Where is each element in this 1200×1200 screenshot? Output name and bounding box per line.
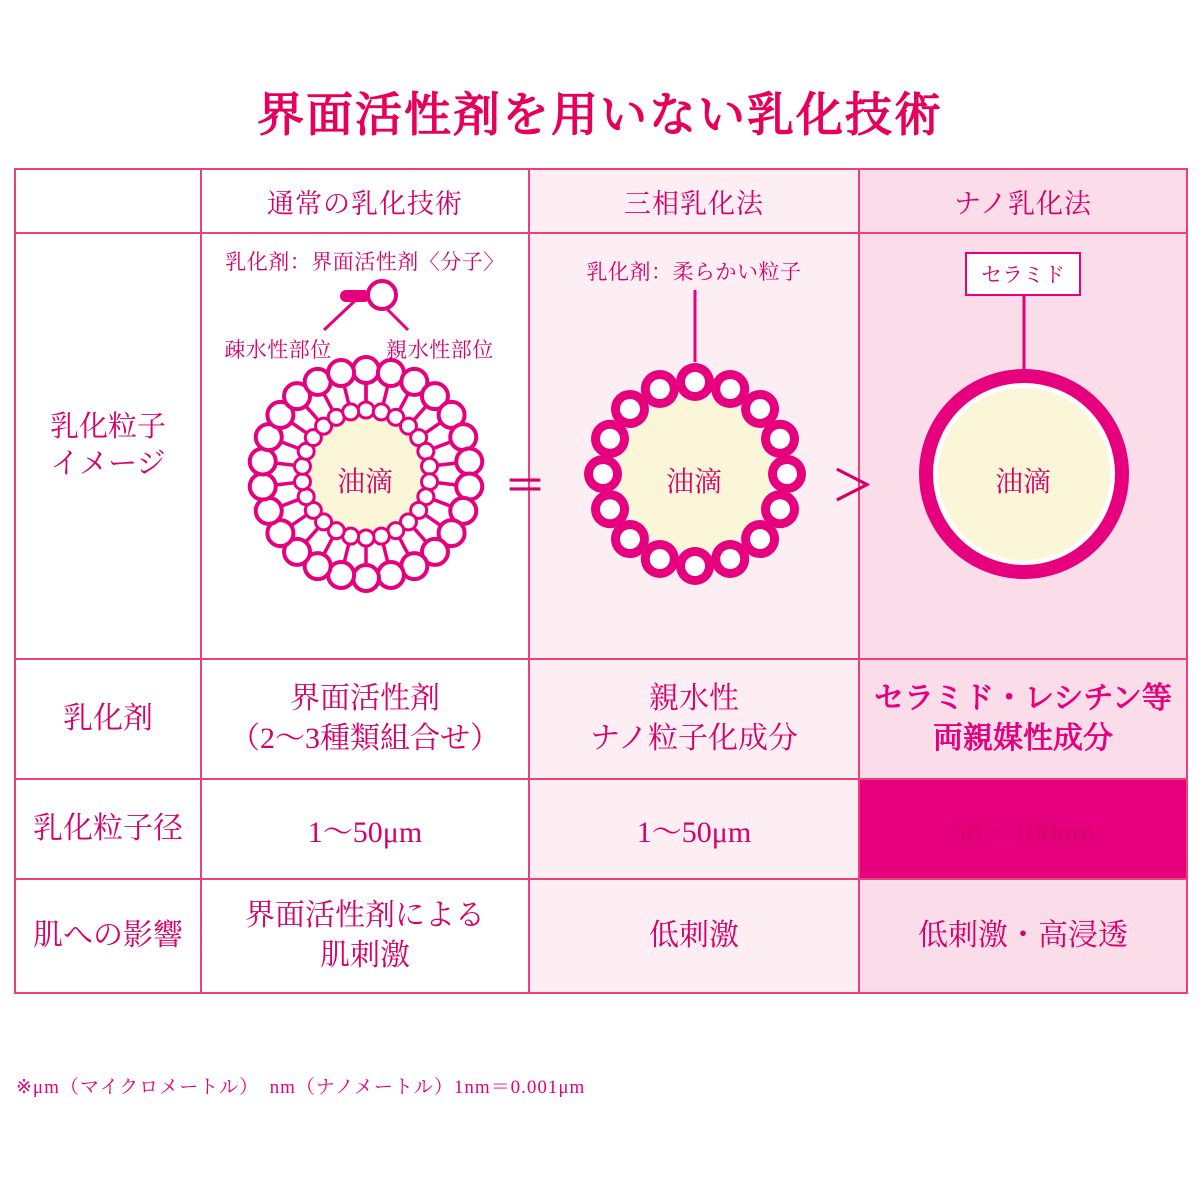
cell-emulsifier-nano — [859, 659, 1187, 779]
caption-conventional-emulsifier: 乳化剤：界面活性剤〈分子〉 — [225, 250, 505, 274]
cell-nano-diagram — [859, 233, 1187, 659]
cell-size-conventional: 1〜50μm — [201, 779, 529, 879]
oil-core-label-threephase: 油滴 — [665, 467, 722, 498]
emulsifier-threephase-line2: ナノ粒子化成分 — [590, 722, 798, 755]
cell-conventional-diagram — [201, 233, 546, 659]
emulsifier-nano-line2: 両親媒性成分 — [933, 722, 1113, 755]
skin-conventional-line1: 界面活性剤による — [245, 898, 485, 932]
header-conventional: 通常の乳化技術 — [201, 169, 529, 233]
header-blank — [15, 169, 201, 233]
table-row-particle-image — [15, 233, 1187, 659]
table-header-row — [15, 169, 1187, 233]
footnote: ※μm（マイクロメートル） nm（ナノメートル）1nm＝0.001μm — [16, 1077, 586, 1098]
emulsifier-threephase-line1: 親水性 — [649, 681, 739, 715]
caption-threephase-emulsifier: 乳化剤：柔らかい粒子 — [586, 260, 802, 284]
oil-core-label-conventional: 油滴 — [336, 467, 393, 498]
row-label-line1: 乳化粒子 — [49, 410, 166, 443]
table-row-skin-effect — [15, 879, 1187, 993]
cell-skin-nano: 低刺激・高浸透 — [859, 879, 1187, 993]
comparison-table — [14, 168, 1188, 994]
label-hydrophilic: 親水性部位 — [386, 338, 494, 362]
emulsifier-conventional-line2: （2〜3種類組合せ） — [230, 722, 500, 755]
greater-than-sign: ＞ — [831, 464, 874, 510]
cell-threephase-diagram — [529, 233, 874, 659]
label-hydrophobic: 疎水性部位 — [224, 338, 332, 362]
diagram-threephase — [530, 234, 874, 658]
table-row-emulsifier — [15, 659, 1187, 779]
cell-emulsifier-threephase — [529, 659, 859, 779]
cell-size-nano: 50〜100nm — [859, 779, 1187, 879]
table-row-particle-size — [15, 779, 1187, 879]
micelle-svg — [202, 234, 530, 658]
emulsifier-conventional-line1: 界面活性剤 — [290, 681, 440, 715]
diagram-nano — [860, 234, 1186, 658]
skin-conventional-line2: 肌刺激 — [320, 939, 410, 972]
badge-ceramide: セラミド — [965, 252, 1081, 296]
header-three-phase: 三相乳化法 — [529, 169, 859, 233]
page-title: 界面活性剤を用いない乳化技術 — [257, 90, 943, 142]
emulsifier-nano-line1: セラミド・レシチン等 — [874, 681, 1172, 715]
equals-sign: ＝ — [503, 464, 546, 510]
threephase-svg — [530, 234, 860, 658]
diagram-conventional — [202, 234, 546, 658]
row-label-skin-effect: 肌への影響 — [15, 879, 201, 993]
header-nano: ナノ乳化法 — [859, 169, 1187, 233]
cell-skin-conventional — [201, 879, 529, 993]
row-label-emulsifier: 乳化剤 — [15, 659, 201, 779]
row-label-line2: イメージ — [50, 448, 166, 480]
cell-size-threephase: 1〜50μm — [529, 779, 859, 879]
row-label-particle-size: 乳化粒子径 — [15, 779, 201, 879]
nano-svg — [860, 234, 1188, 658]
cell-emulsifier-conventional — [201, 659, 529, 779]
row-label-particle-image — [15, 233, 201, 659]
oil-core-label-nano: 油滴 — [994, 467, 1051, 498]
cell-skin-threephase: 低刺激 — [529, 879, 859, 993]
